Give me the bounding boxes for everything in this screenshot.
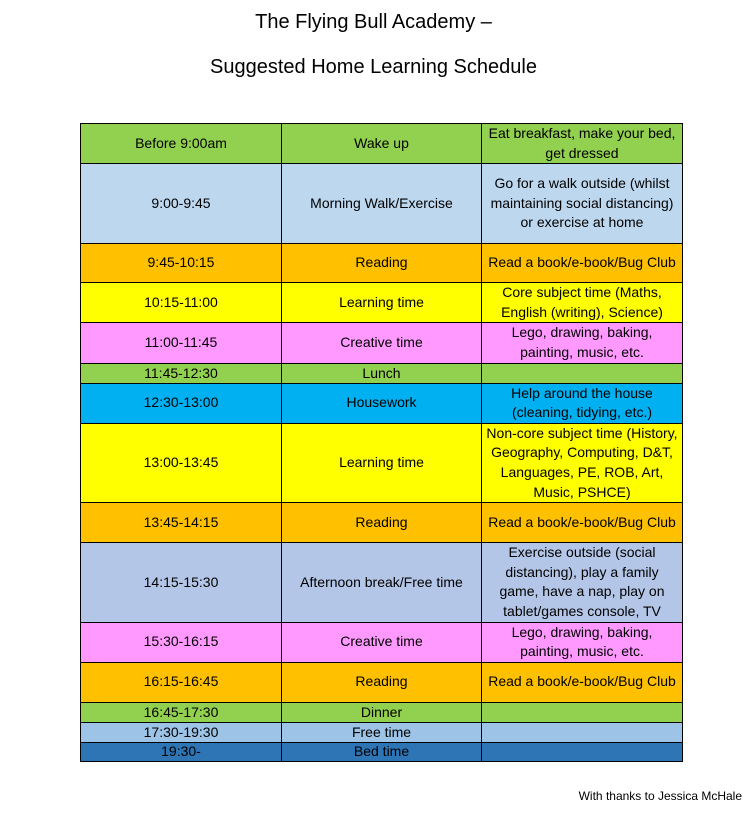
time-cell: 17:30-19:30 (81, 722, 282, 742)
time-cell: 9:00-9:45 (81, 164, 282, 244)
time-cell: 9:45-10:15 (81, 244, 282, 283)
schedule-row (81, 164, 683, 244)
schedule-row (81, 383, 683, 423)
activity-cell: Creative time (282, 622, 482, 662)
activity-cell: Housework (282, 383, 482, 423)
time-cell: 19:30- (81, 742, 282, 761)
details-cell: Core subject time (Maths, English (writing), Science) (482, 283, 683, 323)
details-cell: Eat breakfast, make your bed, get dressed (482, 124, 683, 164)
time-cell: 11:45-12:30 (81, 363, 282, 383)
time-cell: 13:00-13:45 (81, 423, 282, 502)
time-cell: 12:30-13:00 (81, 383, 282, 423)
time-cell: 16:45-17:30 (81, 702, 282, 722)
schedule-row (81, 742, 683, 761)
activity-cell: Free time (282, 722, 482, 742)
details-cell: Help around the house (cleaning, tidying, etc.) (482, 383, 683, 423)
details-cell: Non-core subject time (History, Geography, Computing, D&T, Languages, PE, ROB, Art, Music, PSHCE) (482, 423, 683, 502)
time-cell: Before 9:00am (81, 124, 282, 164)
schedule-row (81, 124, 683, 164)
activity-cell: Morning Walk/Exercise (282, 164, 482, 244)
activity-cell: Lunch (282, 363, 482, 383)
schedule-row (81, 363, 683, 383)
details-cell: Read a book/e-book/Bug Club (482, 503, 683, 543)
schedule-row (81, 244, 683, 283)
activity-cell: Dinner (282, 702, 482, 722)
page-title: The Flying Bull Academy – (255, 11, 492, 33)
time-cell: 10:15-11:00 (81, 283, 282, 323)
details-cell (482, 363, 683, 383)
schedule-row (81, 423, 683, 502)
details-cell: Read a book/e-book/Bug Club (482, 244, 683, 283)
activity-cell: Reading (282, 662, 482, 702)
schedule-row (81, 662, 683, 702)
details-cell (482, 722, 683, 742)
details-cell: Go for a walk outside (whilst maintaining social distancing) or exercise at home (482, 164, 683, 244)
activity-cell: Reading (282, 244, 482, 283)
schedule-table (80, 123, 683, 762)
schedule-row (81, 503, 683, 543)
schedule-row (81, 283, 683, 323)
schedule-row (81, 702, 683, 722)
page-subtitle: Suggested Home Learning Schedule (210, 56, 537, 78)
schedule-row (81, 622, 683, 662)
schedule-row (81, 722, 683, 742)
activity-cell: Reading (282, 503, 482, 543)
details-cell: Read a book/e-book/Bug Club (482, 662, 683, 702)
details-cell: Lego, drawing, baking, painting, music, etc. (482, 622, 683, 662)
details-cell: Exercise outside (social distancing), play a family game, have a nap, play on tablet/games console, TV (482, 543, 683, 622)
details-cell (482, 742, 683, 761)
activity-cell: Learning time (282, 283, 482, 323)
time-cell: 13:45-14:15 (81, 503, 282, 543)
time-cell: 15:30-16:15 (81, 622, 282, 662)
time-cell: 14:15-15:30 (81, 543, 282, 622)
schedule-row (81, 543, 683, 622)
time-cell: 11:00-11:45 (81, 323, 282, 363)
details-cell: Lego, drawing, baking, painting, music, etc. (482, 323, 683, 363)
activity-cell: Afternoon break/Free time (282, 543, 482, 622)
time-cell: 16:15-16:45 (81, 662, 282, 702)
activity-cell: Bed time (282, 742, 482, 761)
credit-text: With thanks to Jessica McHale (578, 789, 742, 803)
activity-cell: Learning time (282, 423, 482, 502)
activity-cell: Wake up (282, 124, 482, 164)
schedule-row (81, 323, 683, 363)
details-cell (482, 702, 683, 722)
activity-cell: Creative time (282, 323, 482, 363)
